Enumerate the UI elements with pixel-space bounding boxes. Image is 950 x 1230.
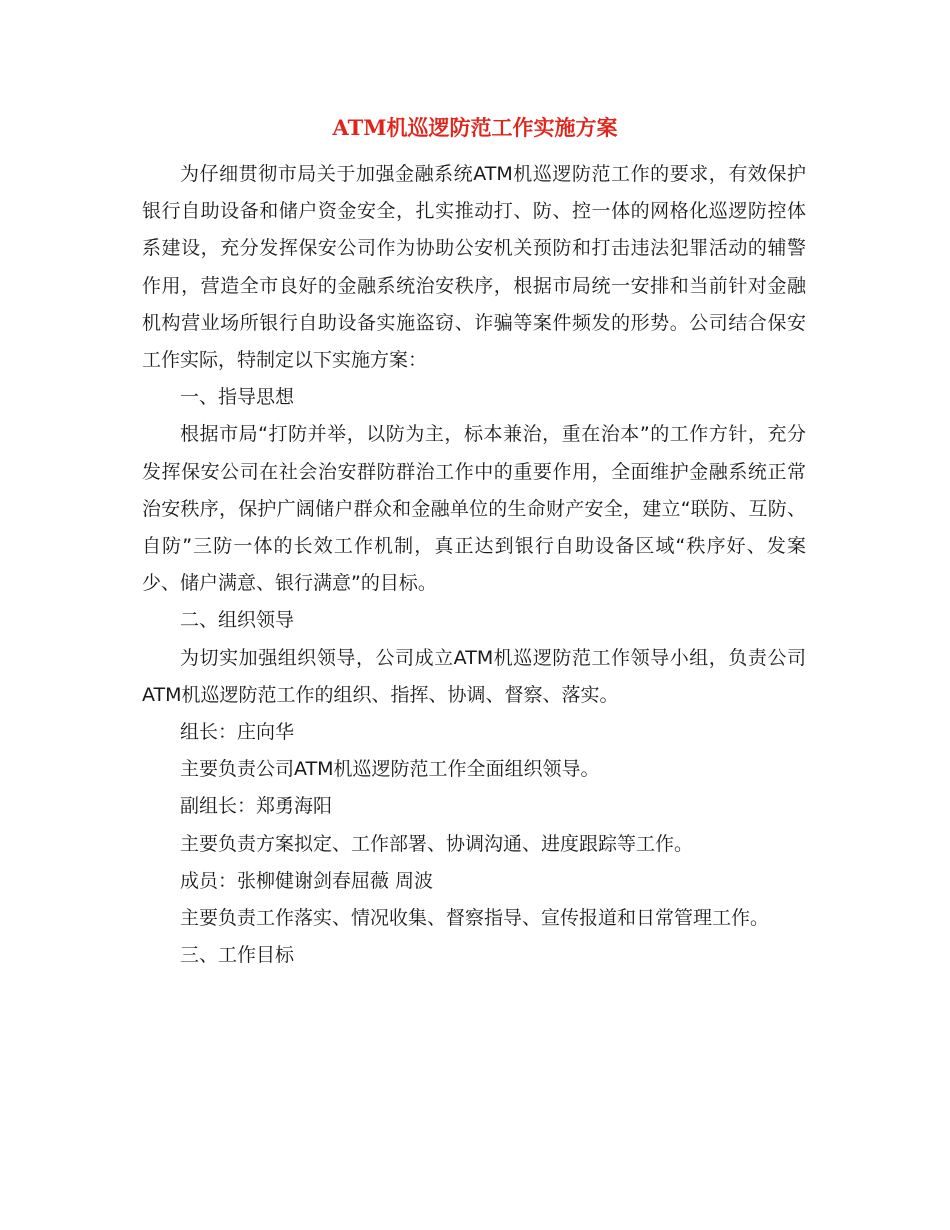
section-heading-guiding-ideology: 一、指导思想 (180, 386, 295, 409)
deputy-leader-duty: 主要负责方案拟定、工作部署、协调沟通、进度跟踪等工作。 (180, 832, 694, 855)
members-duty: 主要负责工作落实、情况收集、督察指导、宣传报道和日常管理工作。 (180, 907, 770, 930)
team-leader-line: 组长：庄向华 (180, 721, 295, 744)
members-line: 成员：张柳健谢剑春屈薇 周波 (180, 869, 434, 892)
section-heading-work-goals: 三、工作目标 (180, 944, 295, 967)
document-body (142, 156, 806, 974)
deputy-leader-line: 副组长：郑勇海阳 (180, 795, 333, 818)
document-title: ATM机巡逻防范工作实施方案 (332, 115, 618, 140)
team-leader-duty: 主要负责公司ATM机巡逻防范工作全面组织领导。 (180, 758, 600, 781)
section-heading-organization: 二、组织领导 (180, 609, 295, 632)
paragraph-organization: 为切实加强组织领导，公司成立ATM机巡逻防范工作领导小组，负责公司ATM机巡逻防范工作的组织、指挥、协调、督察、落实。 (142, 646, 806, 706)
paragraph-guiding-ideology: 根据市局“打防并举，以防为主，标本兼治，重在治本”的工作方针，充分发挥保安公司在社会治安群防群治工作中的重要作用，全面维护金融系统正常治安秩序，保护广阔储户群众和金融单位的生命财产安全，建立“联防、互防、自防”三防一体的长效工作机制，真正达到银行自助设备区域“秩序好、发案少、储户满意、银行满意”的目标。 (142, 423, 806, 595)
paragraph-intro: 为仔细贯彻市局关于加强金融系统ATM机巡逻防范工作的要求，有效保护银行自助设备和储户资金安全，扎实推动打、防、控一体的网格化巡逻防控体系建设，充分发挥保安公司作为协助公安机关预防和打击违法犯罪活动的辅警作用，营造全市良好的金融系统治安秩序，根据市局统一安排和当前针对金融机构营业场所银行自助设备实施盗窃、诈骗等案件频发的形势。公司结合保安工作实际，特制定以下实施方案： (142, 163, 806, 372)
